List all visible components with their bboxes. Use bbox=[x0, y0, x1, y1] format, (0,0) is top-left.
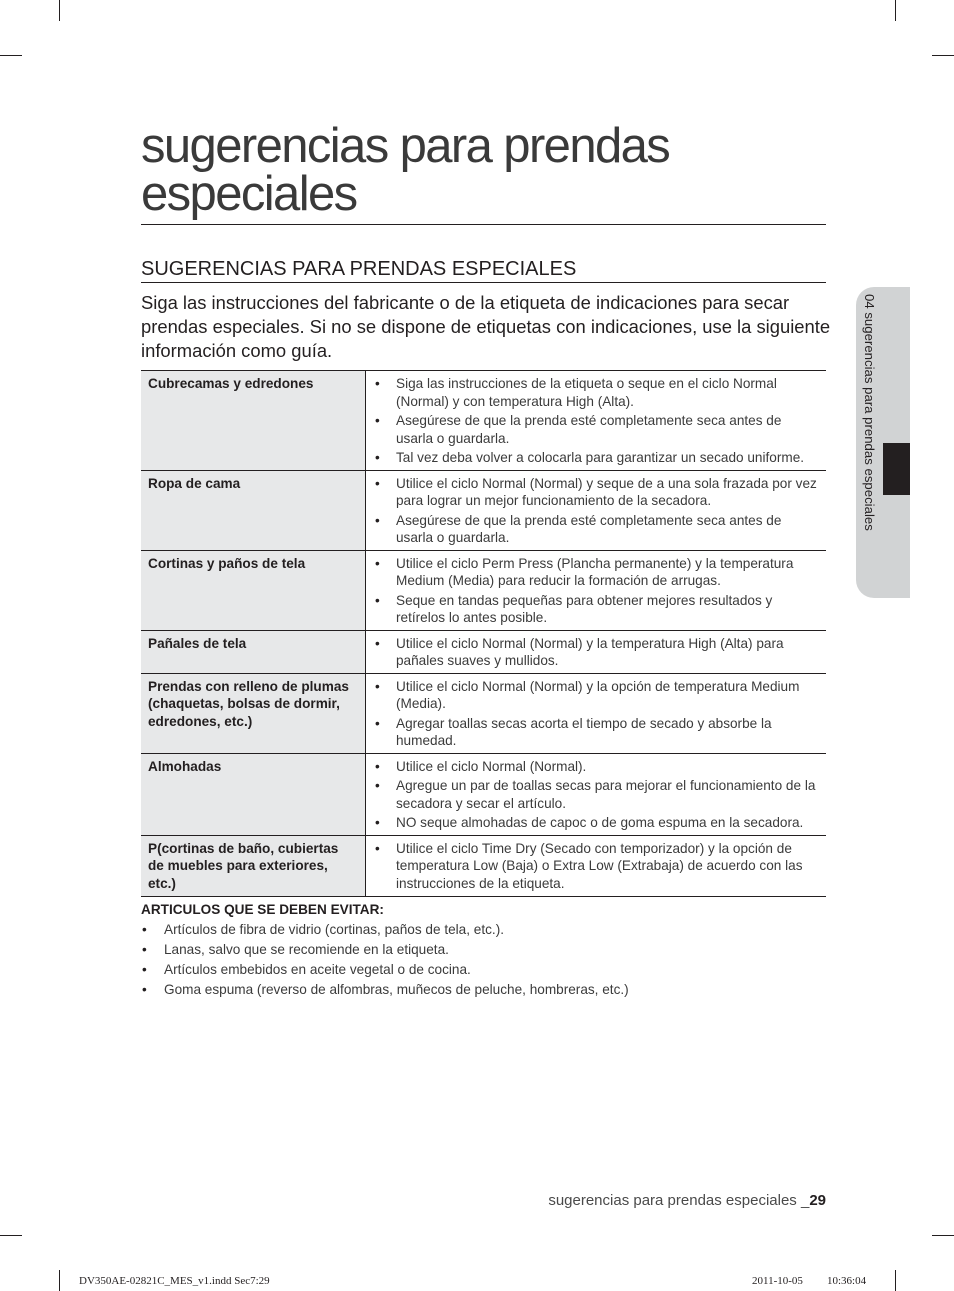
tips-list bbox=[372, 840, 822, 893]
garment-type-cell: Ropa de cama bbox=[141, 470, 366, 550]
avoid-section bbox=[141, 900, 831, 1000]
garment-type-cell: Almohadas bbox=[141, 753, 366, 835]
page-number: 29 bbox=[809, 1192, 826, 1209]
garment-type-cell: Pañales de tela bbox=[141, 630, 366, 673]
table-row bbox=[141, 753, 826, 835]
crop-mark bbox=[895, 1270, 896, 1291]
tip-item: • Utilice el ciclo Normal (Normal) y la temperatura High (Alta) para pañales suaves y mullidos. bbox=[372, 635, 822, 670]
table-row bbox=[141, 673, 826, 753]
footer-text: sugerencias para prendas especiales _ bbox=[548, 1192, 810, 1209]
crop-mark bbox=[932, 55, 954, 56]
drying-tips-cell bbox=[366, 673, 827, 753]
tip-item: • Agregar toallas secas acorta el tiempo de secado y absorbe la humedad. bbox=[372, 715, 822, 750]
tip-item: • Agregue un par de toallas secas para mejorar el funcionamiento de la secadora y secar el artículo. bbox=[372, 777, 822, 812]
avoid-heading: ARTICULOS QUE SE DEBEN EVITAR: bbox=[141, 902, 384, 917]
drying-tips-cell bbox=[366, 753, 827, 835]
crop-mark bbox=[932, 1235, 954, 1236]
tip-item: • Utilice el ciclo Perm Press (Plancha permanente) y la temperatura Medium (Media) para reducir la formación de arrugas. bbox=[372, 555, 822, 590]
page-footer bbox=[470, 1192, 826, 1210]
print-slug-filename: DV350AE-02821C_MES_v1.indd Sec7:29 bbox=[79, 1275, 270, 1287]
crop-mark bbox=[0, 1235, 22, 1236]
drying-tips-cell bbox=[366, 550, 827, 630]
tip-item: • Utilice el ciclo Normal (Normal) y la opción de temperatura Medium (Media). bbox=[372, 678, 822, 713]
garment-care-table bbox=[141, 370, 826, 897]
tip-item: • Utilice el ciclo Normal (Normal). bbox=[372, 758, 822, 776]
tips-list bbox=[372, 758, 822, 832]
chapter-tab-label: 04 sugerencias para prendas especiales bbox=[862, 294, 877, 531]
intro-paragraph: Siga las instrucciones del fabricante o de la etiqueta de indicaciones para secar prendas especiales. Si no se dispone de etiquetas con indicaciones, use la siguiente información como guía. bbox=[141, 292, 831, 361]
page-title: sugerencias para prendas especiales bbox=[141, 119, 670, 221]
garment-type-cell: Cortinas y paños de tela bbox=[141, 550, 366, 630]
tips-list bbox=[372, 635, 822, 670]
avoid-list-item: • Goma espuma (reverso de alfombras, muñecos de peluche, hombreras, etc.) bbox=[141, 980, 831, 1000]
drying-tips-cell bbox=[366, 630, 827, 673]
tip-item: • Seque en tandas pequeñas para obtener mejores resultados y retírelos lo antes posible. bbox=[372, 592, 822, 627]
tip-item: • NO seque almohadas de capoc o de goma espuma en la secadora. bbox=[372, 814, 822, 832]
tips-list bbox=[372, 555, 822, 627]
section-divider bbox=[141, 282, 826, 283]
print-slug-date: 2011-10-05 bbox=[752, 1275, 803, 1287]
tips-list bbox=[372, 678, 822, 750]
table-row bbox=[141, 835, 826, 897]
drying-tips-cell bbox=[366, 371, 827, 471]
crop-mark bbox=[895, 0, 896, 21]
avoid-list-item: • Artículos embebidos en aceite vegetal o de cocina. bbox=[141, 960, 831, 980]
garment-type-cell: Prendas con relleno de plumas (chaquetas, bolsas de dormir, edredones, etc.) bbox=[141, 673, 366, 753]
print-slug-time: 10:36:04 bbox=[827, 1275, 867, 1287]
avoid-list-item: • Lanas, salvo que se recomiende en la etiqueta. bbox=[141, 940, 831, 960]
tip-item: • Utilice el ciclo Normal (Normal) y seque de a una sola frazada por vez para lograr un mejor funcionamiento de la secadora. bbox=[372, 475, 822, 510]
section-heading: SUGERENCIAS PARA PRENDAS ESPECIALES bbox=[141, 258, 577, 280]
garment-type-cell: Cubrecamas y edredones bbox=[141, 371, 366, 471]
crop-mark bbox=[59, 0, 60, 21]
tip-item: • Siga las instrucciones de la etiqueta o seque en el ciclo Normal (Normal) y con temperatura High (Alta). bbox=[372, 375, 822, 410]
tip-item: • Asegúrese de que la prenda esté completamente seca antes de usarla o guardarla. bbox=[372, 512, 822, 547]
table-row bbox=[141, 371, 826, 471]
crop-mark bbox=[0, 55, 22, 56]
avoid-list bbox=[141, 920, 831, 1000]
table-row bbox=[141, 630, 826, 673]
crop-mark bbox=[59, 1270, 60, 1291]
table-row bbox=[141, 470, 826, 550]
avoid-list-item: • Artículos de fibra de vidrio (cortinas, paños de tela, etc.). bbox=[141, 920, 831, 940]
garment-type-cell: P(cortinas de baño, cubiertas de muebles para exteriores, etc.) bbox=[141, 835, 366, 897]
tip-item: • Asegúrese de que la prenda esté completamente seca antes de usarla o guardarla. bbox=[372, 412, 822, 447]
tip-item: • Utilice el ciclo Time Dry (Secado con temporizador) y la opción de temperatura Low (Baja) o Extra Low (Extrabaja) de acuerdo con las instrucciones de la etiqueta. bbox=[372, 840, 822, 893]
tips-list bbox=[372, 475, 822, 547]
title-divider bbox=[141, 224, 826, 225]
drying-tips-cell bbox=[366, 470, 827, 550]
tip-item: • Tal vez deba volver a colocarla para garantizar un secado uniforme. bbox=[372, 449, 822, 467]
table-row bbox=[141, 550, 826, 630]
drying-tips-cell bbox=[366, 835, 827, 897]
tips-list bbox=[372, 375, 822, 467]
chapter-tab-marker bbox=[883, 443, 910, 495]
